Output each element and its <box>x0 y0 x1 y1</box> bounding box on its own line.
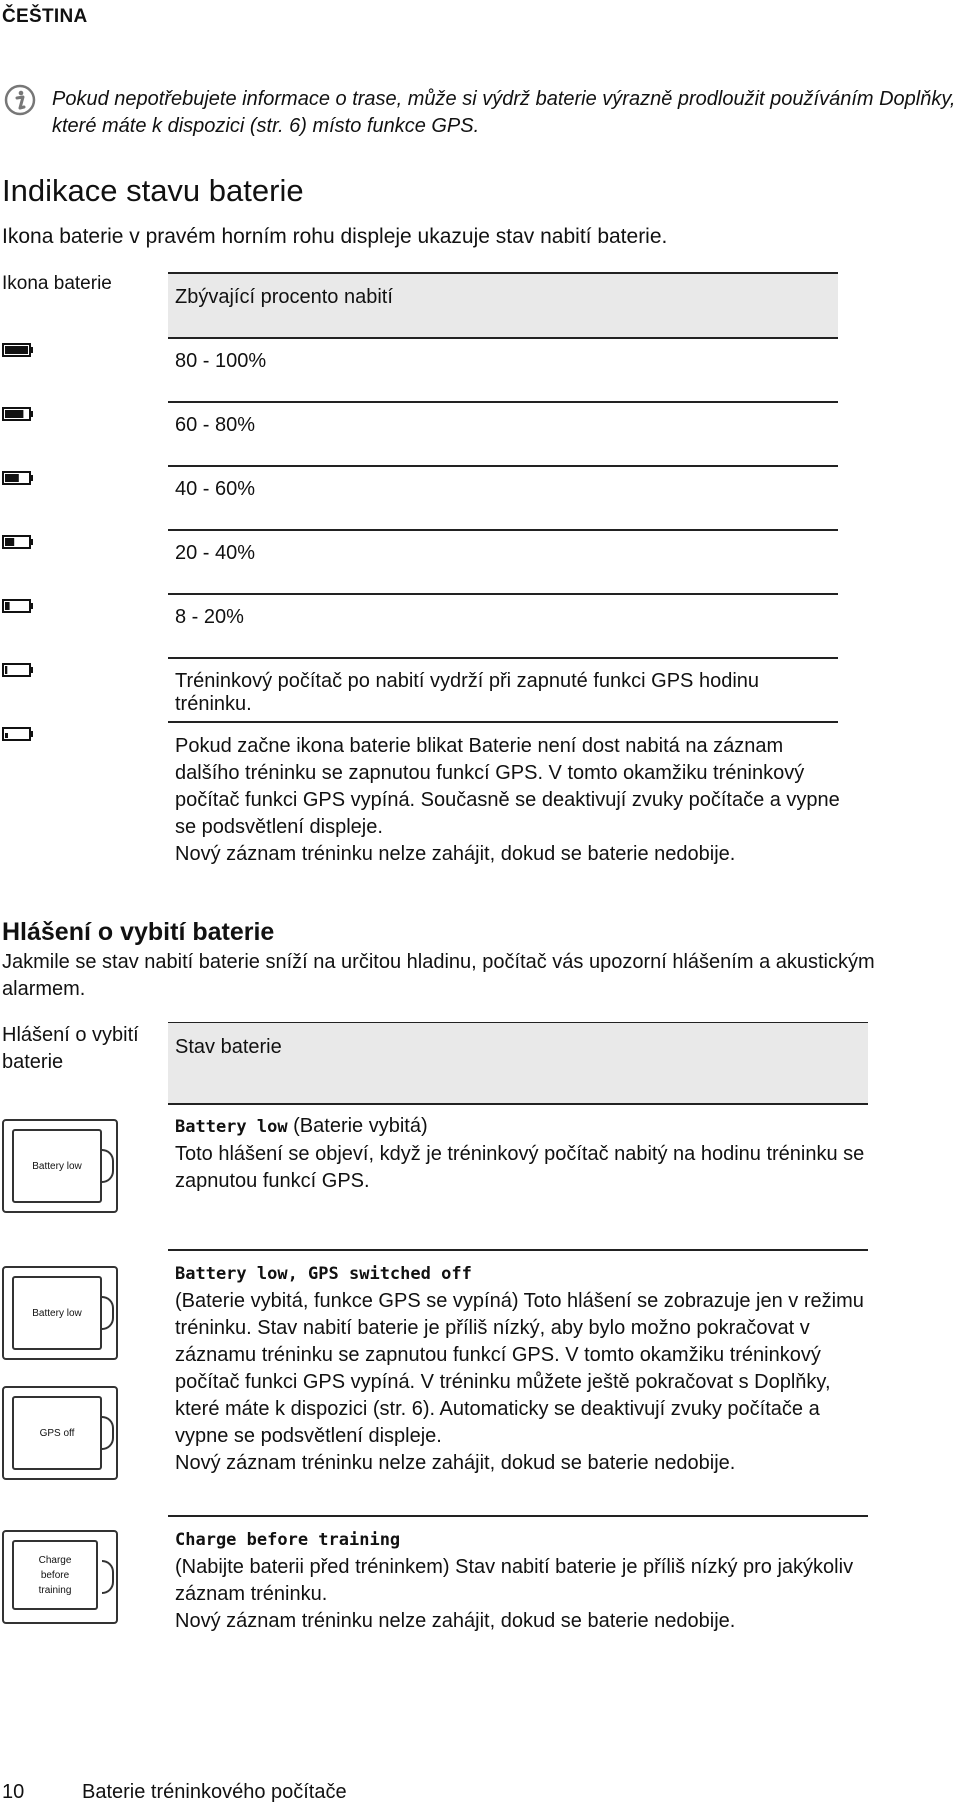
battery-fill <box>5 538 14 546</box>
table-cell-text: Nový záznam tréninku nelze zahájit, dokud se baterie nedobije. <box>175 1610 736 1632</box>
section-title-battery-warning: Hlášení o vybití baterie <box>2 918 275 946</box>
watch-display-icon <box>2 1530 118 1624</box>
table-divider <box>168 1103 868 1105</box>
page-number: 10 <box>2 1781 25 1803</box>
table-cell-label <box>175 1115 428 1138</box>
watch-display-text: Charge before training <box>12 1540 98 1610</box>
battery-icon <box>2 599 34 613</box>
section-intro-battery-warning: Jakmile se stav nabití baterie sníží na určitou hladinu, počítač vás upozorní hlášením a akustickým alarmem. <box>2 951 875 1000</box>
battery-fill <box>5 410 23 418</box>
message-label: Battery low, GPS switched off <box>175 1264 472 1284</box>
table-divider <box>168 657 838 659</box>
table-divider <box>168 1515 868 1517</box>
battery-icon <box>2 343 34 357</box>
battery-fill <box>5 346 28 354</box>
table-cell-percent: 8 - 20% <box>175 606 244 628</box>
table-cell-text: Toto hlášení se objeví, když je tréninkový počítač nabitý na hodinu tréninku se zapnutou funkcí GPS. <box>175 1143 865 1192</box>
table-cell-percent: 80 - 100% <box>175 350 267 372</box>
table-cell-text: Nový záznam tréninku nelze zahájit, dokud se baterie nedobije. <box>175 843 736 865</box>
battery-fill <box>5 474 19 482</box>
table-header-band <box>168 1023 868 1103</box>
table-cell-text: (Nabijte baterii před tréninkem) Stav nabití baterie je příliš nízký pro jakýkoliv záznam tréninku. <box>175 1556 854 1605</box>
battery-icon <box>2 727 34 741</box>
table-cell-percent: 40 - 60% <box>175 478 256 500</box>
table-divider <box>168 529 838 531</box>
table-header-state: Stav baterie <box>175 1036 282 1058</box>
table-divider <box>168 401 838 403</box>
battery-icon <box>2 407 34 421</box>
message-label: Battery low <box>175 1117 288 1137</box>
table-cell-text: Tréninkový počítač po nabití vydrží při zapnuté funkci GPS hodinu tréninku. <box>175 670 760 715</box>
note-text: Pokud nepotřebujete informace o trase, může si výdrž baterie výrazně prodloužit používáním Doplňky, které máte k dispozici (str. 6) místo funkce GPS. <box>52 88 956 137</box>
battery-fill <box>5 602 10 610</box>
table-divider <box>168 1249 868 1251</box>
watch-display-text: Battery low <box>12 1276 102 1350</box>
table-divider <box>168 593 838 595</box>
table-cell-text: Pokud začne ikona baterie blikat Baterie není dost nabitá na záznam dalšího tréninku se zapnutou funkcí GPS. V tomto okamžiku tréninkový počítač funkci GPS vypíná. Současně se deaktivují zvuky počítače a vypne se podsvětlení displeje. <box>175 735 840 838</box>
table-cell-percent: 60 - 80% <box>175 414 256 436</box>
watch-display-text: Battery low <box>12 1129 102 1203</box>
table-cell-text: Nový záznam tréninku nelze zahájit, dokud se baterie nedobije. <box>175 1452 736 1474</box>
table-header-percent: Zbývající procento nabití <box>175 286 393 308</box>
watch-display-icon <box>2 1386 118 1480</box>
message-label-suffix: (Baterie vybitá) <box>287 1115 428 1137</box>
watch-display-icon <box>2 1266 118 1360</box>
battery-icon <box>2 663 34 677</box>
language-heading: ČEŠTINA <box>2 6 88 27</box>
table-header-icon: Ikona baterie <box>2 273 112 294</box>
table-cell-percent: 20 - 40% <box>175 542 256 564</box>
section-intro-battery-indication: Ikona baterie v pravém horním rohu displeje ukazuje stav nabití baterie. <box>2 225 668 248</box>
battery-empty-mark <box>5 733 8 738</box>
table-divider <box>168 721 838 723</box>
section-title-battery-indication: Indikace stavu baterie <box>2 173 304 208</box>
message-label: Charge before training <box>175 1530 401 1550</box>
table-header-message: Hlášení o vybití baterie <box>2 1024 139 1073</box>
table-divider <box>168 337 838 339</box>
battery-fill <box>5 666 7 674</box>
footer-title: Baterie tréninkového počítače <box>82 1781 347 1803</box>
table-divider <box>168 465 838 467</box>
battery-icon <box>2 535 34 549</box>
info-icon <box>4 84 36 116</box>
watch-display-text: GPS off <box>12 1396 102 1470</box>
table-cell-text: (Baterie vybitá, funkce GPS se vypíná) Toto hlášení se zobrazuje jen v režimu tréninku. Stav nabití baterie je příliš nízký, aby bylo možno pokračovat v záznamu tréninku se zapnutou funkcí GPS. V tomto okamžiku tréninkový počítač funkci GPS vypíná. V tréninku můžete ještě pokračovat s Doplňky, které máte k dispozici (str. 6). Automaticky se deaktivují zvuky počítače a vypne se podsvětlení displeje. <box>175 1290 864 1447</box>
battery-icon <box>2 471 34 485</box>
watch-display-icon <box>2 1119 118 1213</box>
